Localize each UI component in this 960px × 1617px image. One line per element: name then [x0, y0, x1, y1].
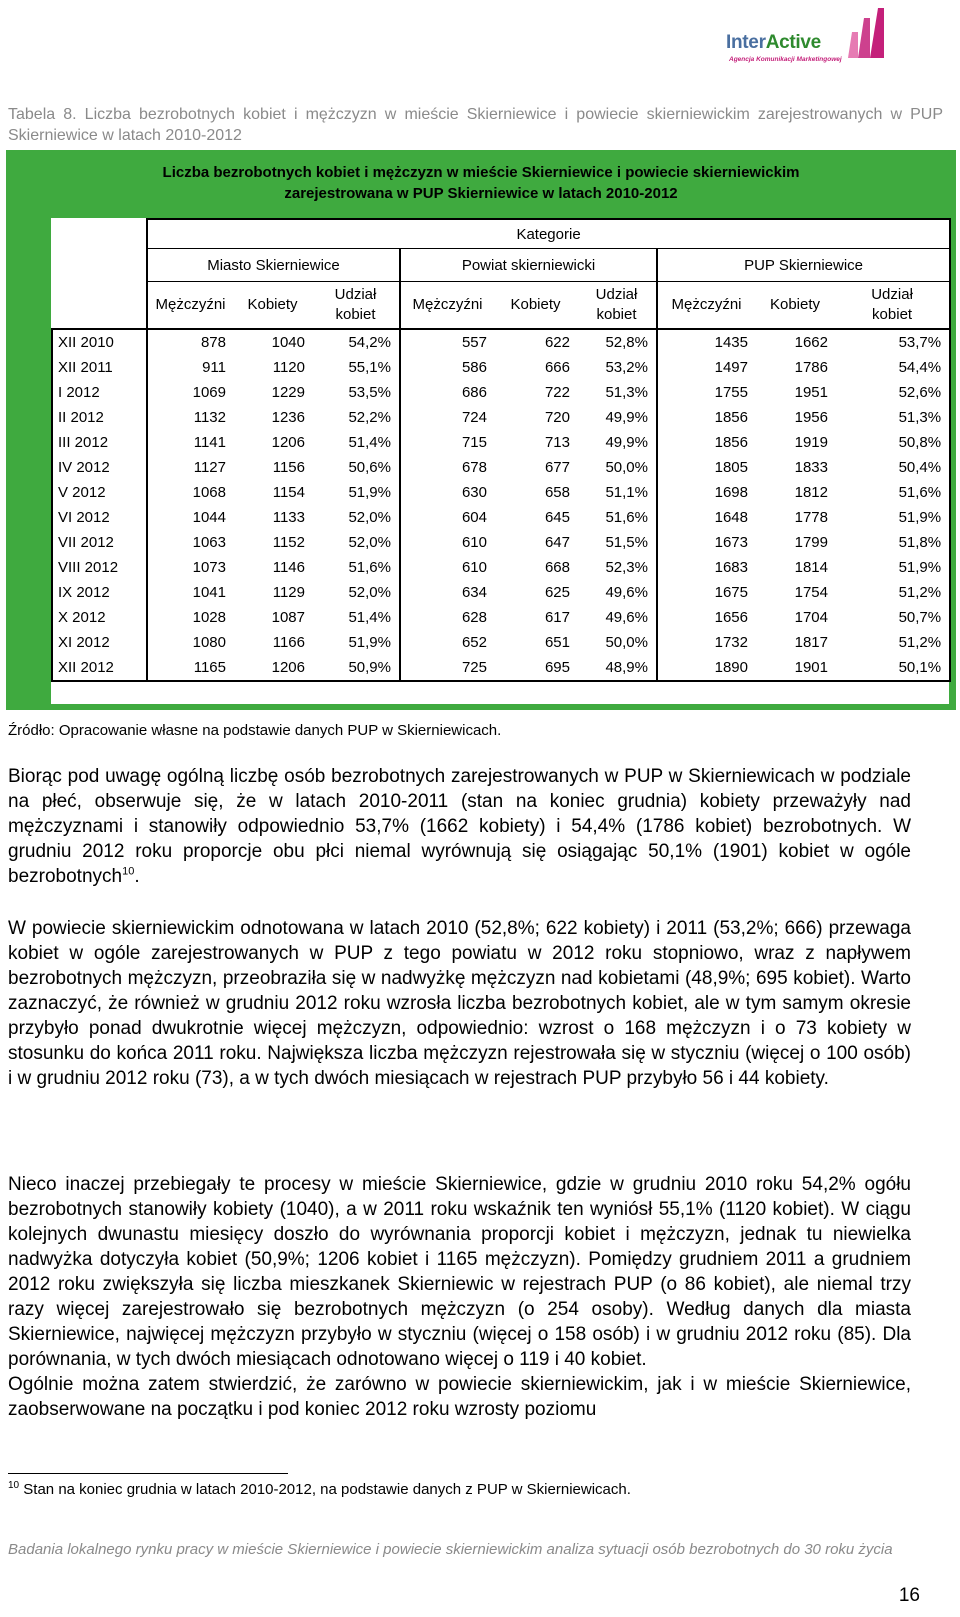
col-header-share: Udział kobiet: [835, 282, 950, 330]
table-row: [52, 355, 950, 380]
footnote: $^{10}$ Stan na koniec grudnia w latach 2010-2012, na podstawie danych z PUP w Skierniewicach.: [8, 1480, 631, 1498]
count-cell: 677: [544, 459, 570, 476]
share-cell: 50,1%: [835, 655, 950, 681]
row-label: III 2012: [52, 430, 147, 455]
share-cell: 49,9%: [605, 409, 648, 426]
share-cell: 51,5%: [605, 534, 648, 551]
count-cell: 622: [494, 329, 577, 355]
count-cell: 1166: [272, 634, 305, 651]
count-cell: 1152: [272, 534, 305, 551]
count-cell: 1087: [271, 609, 305, 626]
row-label: VII 2012: [52, 530, 147, 555]
count-cell: 1133: [272, 509, 305, 526]
row-label: IV 2012: [52, 455, 147, 480]
category-header: Kategorie: [147, 219, 950, 249]
group-header-powiat: Powiat skierniewicki: [400, 249, 657, 282]
count-cell: 610: [400, 530, 494, 555]
count-cell: 634: [400, 580, 494, 605]
share-cell: 50,0%: [605, 634, 648, 651]
count-cell: 722: [544, 384, 570, 401]
share-cell: 51,4%: [348, 609, 391, 626]
table-row: [52, 605, 950, 630]
count-cell: 1890: [657, 655, 755, 681]
table-row: [52, 505, 950, 530]
table-row: [52, 555, 950, 580]
count-cell: 1648: [657, 505, 755, 530]
share-cell: 50,9%: [312, 655, 400, 681]
count-cell: 1856: [657, 430, 755, 455]
count-cell: 557: [400, 329, 494, 355]
row-label: XII 2010: [52, 329, 147, 355]
count-cell: 1675: [657, 580, 755, 605]
sub-header-row: [52, 282, 950, 330]
table-row: [52, 655, 950, 681]
share-cell: 54,2%: [312, 329, 400, 355]
count-cell: 1778: [794, 509, 828, 526]
count-cell: 1127: [147, 455, 233, 480]
row-label: VI 2012: [52, 505, 147, 530]
table-row: [52, 530, 950, 555]
count-cell: 1817: [794, 634, 828, 651]
corner-blank: [52, 219, 147, 249]
count-cell: 625: [544, 584, 570, 601]
count-cell: 1919: [794, 434, 828, 451]
share-cell: 51,3%: [835, 405, 950, 430]
count-cell: 1833: [794, 459, 828, 476]
count-cell: 1951: [794, 384, 828, 401]
row-label: V 2012: [52, 480, 147, 505]
count-cell: 1732: [657, 630, 755, 655]
share-cell: 52,3%: [605, 559, 648, 576]
count-cell: 1141: [147, 430, 233, 455]
share-cell: 51,8%: [835, 530, 950, 555]
count-cell: 1068: [147, 480, 233, 505]
row-label: XII 2012: [52, 655, 147, 681]
row-label: I 2012: [52, 380, 147, 405]
count-cell: 713: [544, 434, 570, 451]
count-cell: 1799: [794, 534, 828, 551]
count-cell: 628: [400, 605, 494, 630]
table-row: [52, 480, 950, 505]
count-cell: 1069: [147, 380, 233, 405]
paragraph-3: Nieco inaczej przebiegały te procesy w mieście Skierniewice, gdzie w grudniu 2010 roku 54,2% ogółu bezrobotnych stanowiły kobiety (1040), a w 2011 roku wskaźnik ten wyniósł 55,1% (1120 kobiet). W ciągu kolejnych dwunastu miesięcy doszło do wyrównania proporcji kobiet i mężczyzn, jednak tu niewielka nadwyżka dotyczyła kobiet (50,9%; 1206 kobiet i 1165 mężczyzn). Pomiędzy grudniem 2011 a grudniem 2012 roku zwiększyła się liczba mieszkanek Skierniewic w rejestrach PUP (o 86 kobiet), ale niemal trzy razy więcej zarejestrowało się bezrobotnych mężczyzn (o 254 osoby). Według danych dla miasta Skierniewice, najwięcej mężczyzn przybyło w styczniu (więcej o 158 osób) i w grudniu 2012 roku (85). Dla porównania, w tych dwóch miesiącach odnotowano więcej o 119 i 40 kobiet. Ogólnie można zatem stwierdzić, że zarówno w powiecie skierniewickim, jak i w mieście Skierniewice, zaobserwowane na początku i pod koniec 2012 roku wzrosty poziomu: [8, 1174, 911, 1420]
table-caption: Tabela 8. Liczba bezrobotnych kobiet i mężczyzn w mieście Skierniewice i powiecie skierniewickim zarejestrowanych w PUP Skierniewice w latach 2010-2012: [8, 106, 943, 144]
table-row: [52, 329, 950, 355]
data-table: [51, 218, 951, 682]
count-cell: 604: [400, 505, 494, 530]
table-row: [52, 630, 950, 655]
source-note: Źródło: Opracowanie własne na podstawie danych PUP w Skierniewicach.: [8, 722, 502, 739]
share-cell: 51,9%: [348, 634, 391, 651]
share-cell: 50,4%: [835, 455, 950, 480]
count-cell: 651: [544, 634, 570, 651]
data-table-container: [51, 218, 949, 704]
table-row: [52, 380, 950, 405]
count-cell: 1165: [147, 655, 233, 681]
share-cell: 49,6%: [605, 584, 648, 601]
count-cell: 617: [544, 609, 570, 626]
count-cell: 658: [544, 484, 570, 501]
count-cell: 1662: [755, 329, 835, 355]
corner-blank: [52, 249, 147, 282]
paragraph-1: Biorąc pod uwagę ogólną liczbę osób bezrobotnych zarejestrowanych w PUP w Skierniewicach w podziale na płeć, obserwuje się, że w latach 2010-2011 (stan na koniec grudnia) kobiety przeważyły nad mężczyznami i stanowiły odpowiednio 53,7% (1662 kobiety) i 54,4% (1786 kobiet) bezrobotnych. W grudniu 2012 roku proporcje obu płci niemal wyrównują się osiągając 50,1% (1901) kobiet w ogóle bezrobotnych$^{10}$.: [8, 766, 911, 887]
count-cell: 1856: [657, 405, 755, 430]
count-cell: 610: [400, 555, 494, 580]
share-cell: 51,2%: [835, 630, 950, 655]
count-cell: 878: [147, 329, 233, 355]
count-cell: 1041: [147, 580, 233, 605]
share-cell: 50,0%: [605, 459, 648, 476]
count-cell: 1044: [147, 505, 233, 530]
count-cell: 668: [544, 559, 570, 576]
count-cell: 678: [400, 455, 494, 480]
share-cell: 52,0%: [348, 584, 391, 601]
count-cell: 586: [400, 355, 494, 380]
table-row: [52, 455, 950, 480]
share-cell: 48,9%: [577, 655, 657, 681]
share-cell: 51,6%: [348, 559, 391, 576]
col-header-men: Mężczyźni: [657, 282, 755, 330]
share-cell: 52,0%: [348, 509, 391, 526]
count-cell: 1754: [794, 584, 828, 601]
share-cell: 51,9%: [835, 555, 950, 580]
count-cell: 1040: [233, 329, 312, 355]
count-cell: 1154: [272, 484, 305, 501]
col-header-women: Kobiety: [233, 282, 312, 330]
share-cell: 52,6%: [835, 380, 950, 405]
panel-title: Liczba bezrobotnych kobiet i mężczyzn w mieście Skierniewice i powiecie skierniewickim zarejestrowana w PUP Skierniewice w latach 2010-2012: [162, 164, 800, 202]
table-row: [52, 430, 950, 455]
count-cell: 1656: [657, 605, 755, 630]
count-cell: 1229: [271, 384, 305, 401]
count-cell: 695: [494, 655, 577, 681]
count-cell: 630: [400, 480, 494, 505]
count-cell: 1497: [657, 355, 755, 380]
count-cell: 1755: [657, 380, 755, 405]
share-cell: 54,4%: [835, 355, 950, 380]
count-cell: 911: [147, 355, 233, 380]
count-cell: 1206: [233, 655, 312, 681]
share-cell: 50,6%: [348, 459, 391, 476]
count-cell: 1683: [657, 555, 755, 580]
count-cell: 1080: [147, 630, 233, 655]
count-cell: 647: [544, 534, 570, 551]
share-cell: 53,2%: [605, 359, 648, 376]
share-cell: 51,1%: [605, 484, 648, 501]
row-label: IX 2012: [52, 580, 147, 605]
footnote-rule: [8, 1473, 288, 1474]
row-label: II 2012: [52, 405, 147, 430]
logo-mark-icon: [840, 6, 886, 62]
share-cell: 51,9%: [348, 484, 391, 501]
page-number: 16: [898, 1585, 920, 1606]
group-header-miasto: Miasto Skierniewice: [147, 249, 400, 282]
share-cell: 53,7%: [835, 329, 950, 355]
count-cell: 1028: [147, 605, 233, 630]
share-cell: 51,2%: [835, 580, 950, 605]
count-cell: 1132: [147, 405, 233, 430]
row-label: XII 2011: [52, 355, 147, 380]
corner-blank: [52, 282, 147, 330]
page-footer: Badania lokalnego rynku pracy w mieście Skierniewice i powiecie skierniewickim analiza sytuacji osób bezrobotnych do 30 roku życia: [8, 1541, 893, 1558]
share-cell: 50,7%: [835, 605, 950, 630]
share-cell: 52,8%: [577, 329, 657, 355]
share-cell: 51,3%: [605, 384, 648, 401]
footnote-ref: 10: [122, 865, 135, 878]
count-cell: 1673: [657, 530, 755, 555]
share-cell: 55,1%: [348, 359, 391, 376]
group-header-pup: PUP Skierniewice: [657, 249, 950, 282]
logo-wordmark: InterActive: [726, 32, 821, 53]
table-row: [52, 405, 950, 430]
row-label: XI 2012: [52, 630, 147, 655]
count-cell: 645: [544, 509, 570, 526]
row-label: VIII 2012: [52, 555, 147, 580]
count-cell: 725: [400, 655, 494, 681]
share-cell: 50,8%: [835, 430, 950, 455]
count-cell: 1805: [657, 455, 755, 480]
count-cell: 652: [400, 630, 494, 655]
row-label: X 2012: [52, 605, 147, 630]
count-cell: 1812: [794, 484, 828, 501]
col-header-share: Udział kobiet: [577, 282, 657, 330]
logo-tagline: Agencja Komunikacji Marketingowej: [729, 56, 842, 63]
count-cell: 1073: [147, 555, 233, 580]
count-cell: 715: [400, 430, 494, 455]
table-body: [52, 329, 950, 681]
count-cell: 1236: [271, 409, 305, 426]
count-cell: 1956: [794, 409, 828, 426]
share-cell: 51,6%: [835, 480, 950, 505]
share-cell: 53,5%: [348, 384, 391, 401]
share-cell: 51,4%: [348, 434, 391, 451]
share-cell: 51,9%: [835, 505, 950, 530]
count-cell: 1814: [794, 559, 828, 576]
col-header-men: Mężczyźni: [147, 282, 233, 330]
paragraph-4: Ogólnie można zatem stwierdzić, że zarówno w powiecie skierniewickim, jak i w mieście Skierniewice, zaobserwowane na początku i pod koniec 2012 roku wzrosty poziomu: [8, 1374, 911, 1420]
count-cell: 1146: [272, 559, 305, 576]
count-cell: 1156: [272, 459, 305, 476]
count-cell: 1120: [272, 359, 305, 376]
count-cell: 1786: [794, 359, 828, 376]
count-cell: 666: [544, 359, 570, 376]
col-header-men: Mężczyźni: [400, 282, 494, 330]
count-cell: 1206: [271, 434, 305, 451]
count-cell: 724: [400, 405, 494, 430]
count-cell: 1901: [755, 655, 835, 681]
share-cell: 51,6%: [605, 509, 648, 526]
table-panel: [6, 150, 956, 710]
col-header-women: Kobiety: [755, 282, 835, 330]
col-header-women: Kobiety: [494, 282, 577, 330]
count-cell: 686: [400, 380, 494, 405]
share-cell: 49,9%: [605, 434, 648, 451]
share-cell: 52,2%: [348, 409, 391, 426]
table-row: [52, 580, 950, 605]
count-cell: 1704: [794, 609, 828, 626]
count-cell: 1435: [657, 329, 755, 355]
share-cell: 49,6%: [605, 609, 648, 626]
count-cell: 1063: [147, 530, 233, 555]
count-cell: 1698: [657, 480, 755, 505]
count-cell: 720: [544, 409, 570, 426]
share-cell: 52,0%: [348, 534, 391, 551]
paragraph-2: W powiecie skierniewickim odnotowana w latach 2010 (52,8%; 622 kobiety) i 2011 (53,2%; 666) przewaga kobiet w ogóle zarejestrowanych w PUP z tego powiatu w 2012 roku stopniowo, wraz z napływem bezrobotnych mężczyzn, przeobraziła się w nadwyżkę mężczyzn nad kobietami (48,9%; 695 kobiet). Warto zaznaczyć, że również w grudniu 2012 roku wzrosła liczba bezrobotnych kobiet, ale w tym samym okresie przybyło ponad dwukrotnie więcej mężczyzn, odpowiednio: wzrost o 168 mężczyzn i o 73 kobiety w stosunku do końca 2011 roku. Największa liczba mężczyzn rejestrowała się w styczniu (więcej o 100 osób) i w grudniu 2012 roku (73), a w tych dwóch miesiącach w rejestrach PUP przybyło 56 i 44 kobiety.: [8, 918, 911, 1089]
count-cell: 1129: [272, 584, 305, 601]
interactive-logo: [726, 6, 886, 64]
col-header-share: Udział kobiet: [312, 282, 400, 330]
